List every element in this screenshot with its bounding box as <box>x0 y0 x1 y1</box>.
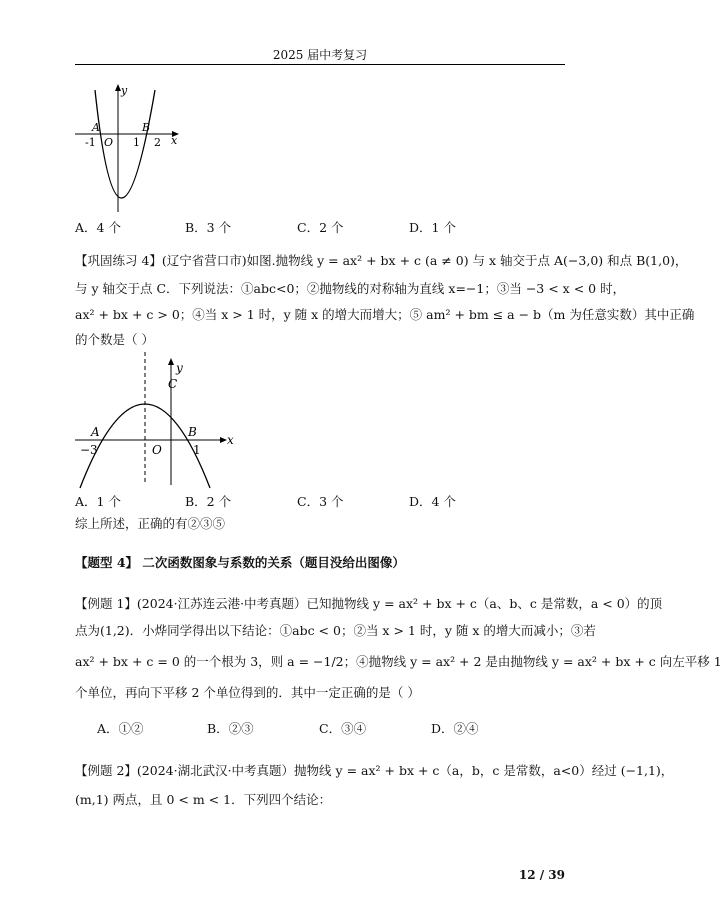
ex1-option-d[interactable]: D．②④ <box>431 721 479 736</box>
practice4-line2: 与 y 轴交于点 C．下列说法：①abc<0；②抛物线的对称轴为直线 x=−1；③当 −3 < x < 0 时， <box>75 281 626 296</box>
example1-line4: 个单位，再向下平移 2 个单位得到的．其中一定正确的是（ ） <box>75 685 420 700</box>
q1-option-d[interactable]: D．1 个 <box>409 220 456 235</box>
q1-option-c[interactable]: C．2 个 <box>297 220 344 235</box>
ex1-option-c[interactable]: C．③④ <box>319 721 367 736</box>
g1-origin: O <box>104 136 114 149</box>
q2-option-a[interactable]: A．1 个 <box>75 494 121 509</box>
practice4-line3: ax² + bx + c > 0；④当 x > 1 时，y 随 x 的增大而增大；⑤ am² + bm ≤ a − b（m 为任意实数）其中正确 <box>75 307 695 322</box>
ex1-option-b[interactable]: B．②③ <box>207 721 254 736</box>
g1-tick-neg1: -1 <box>85 136 96 149</box>
g1-tick-1: 1 <box>133 136 140 149</box>
q2-option-c[interactable]: C．3 个 <box>297 494 344 509</box>
g2-label-a: A <box>91 425 100 439</box>
q2-option-b[interactable]: B．2 个 <box>185 494 232 509</box>
g1-label-b: B <box>142 121 151 134</box>
g1-y-label: y <box>121 84 128 97</box>
g2-y-label: y <box>176 361 183 375</box>
g2-origin: O <box>152 443 162 457</box>
page-header: 2025 届中考复习 <box>272 48 368 62</box>
q1-option-b[interactable]: B．3 个 <box>185 220 232 235</box>
g1-tick-2: 2 <box>154 136 161 149</box>
ex1-option-a[interactable]: A．①② <box>97 721 144 736</box>
parabola-graph-2 <box>75 350 255 490</box>
g2-label-c: C <box>168 377 178 391</box>
example1-line3: ax² + bx + c = 0 的一个根为 3，则 a = −1/2；④抛物线 y = ax² + 2 是由抛物线 y = ax² + bx + c 向左平移 1 <box>75 654 722 669</box>
g2-x-label: x <box>227 433 234 447</box>
parabola-graph-1 <box>75 80 195 215</box>
header-rule <box>75 64 565 65</box>
q1-option-a[interactable]: A．4 个 <box>75 220 121 235</box>
g2-tick-neg3: −3 <box>80 443 98 457</box>
summary-text: 综上所述，正确的有②③⑤ <box>75 516 226 531</box>
g1-label-a: A <box>92 121 100 134</box>
example2-line2: (m,1) 两点，且 0 < m < 1．下列四个结论： <box>75 792 332 807</box>
example2-line1: 【例题 2】(2024·湖北武汉·中考真题）抛物线 y = ax² + bx + c（a，b，c 是常数，a<0）经过 (−1,1)， <box>75 763 674 778</box>
practice4-line4: 的个数是（ ） <box>75 332 154 347</box>
page-number: 12 / 39 <box>518 868 565 882</box>
example1-line2: 点为(1,2)．小烨同学得出以下结论：①abc < 0；②当 x > 1 时，y 随 x 的增大而减小；③若 <box>75 623 596 638</box>
q2-option-d[interactable]: D．4 个 <box>409 494 456 509</box>
g2-tick-1: 1 <box>193 443 201 457</box>
section-heading: 【题型 4】 二次函数图象与系数的关系（题目没给出图像） <box>75 555 405 570</box>
g1-x-label: x <box>171 134 178 147</box>
g2-label-b: B <box>188 425 197 439</box>
example1-line1: 【例题 1】(2024·江苏连云港·中考真题）已知抛物线 y = ax² + bx + c（a、b、c 是常数，a < 0）的顶 <box>75 596 663 611</box>
practice4-line1: 【巩固练习 4】(辽宁省营口市)如图.抛物线 y = ax² + bx + c (a ≠ 0) 与 x 轴交于点 A(−3,0) 和点 B(1,0)， <box>75 253 688 268</box>
